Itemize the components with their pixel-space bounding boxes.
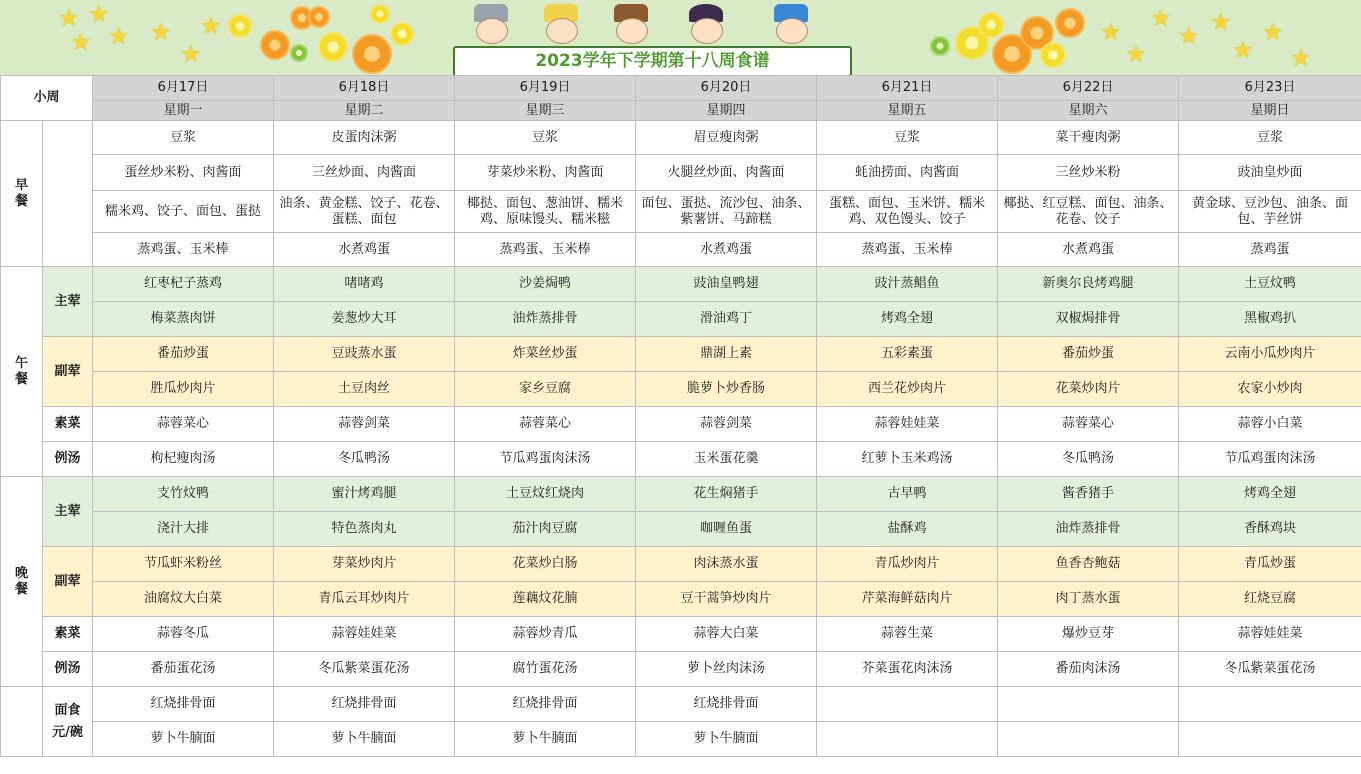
menu-cell: 油腐炆大白菜 [93,582,274,617]
orange-slice-icon [352,34,392,74]
menu-cell: 油条、黄金糕、饺子、花卷、蛋糕、面包 [274,191,455,233]
menu-cell: 三丝炒面、肉酱面 [274,155,455,191]
menu-cell: 番茄炒蛋 [998,337,1179,372]
menu-cell: 蒜蓉冬瓜 [93,617,274,652]
category-main-meat: 主荤 [43,477,93,547]
menu-cell: 蒜蓉娃娃菜 [817,407,998,442]
menu-cell: 豆浆 [455,121,636,155]
menu-cell: 油炸蒸排骨 [455,302,636,337]
menu-cell: 蒜蓉娃娃菜 [274,617,455,652]
menu-cell: 枸杞瘦肉汤 [93,442,274,477]
menu-cell: 眉豆瘦肉粥 [636,121,817,155]
meal-label-text: 午餐 [14,355,28,387]
meal-label-lunch [1,267,43,477]
menu-cell: 茄汁肉豆腐 [455,512,636,547]
menu-cell: 肉丁蒸水蛋 [998,582,1179,617]
menu-cell: 青瓜云耳炒肉片 [274,582,455,617]
menu-cell: 芽菜炒肉片 [274,547,455,582]
menu-cell: 特色蒸肉丸 [274,512,455,547]
menu-cell: 新奥尔良烤鸡腿 [998,267,1179,302]
menu-cell: 蒸鸡蛋 [1179,233,1361,267]
menu-cell: 面包、蛋挞、流沙包、油条、紫薯饼、马蹄糕 [636,191,817,233]
star-icon: ★ [1210,8,1232,36]
menu-cell: 三丝炒米粉 [998,155,1179,191]
meal-label-dinner [1,477,43,687]
day-date: 6月22日 [998,76,1179,101]
star-icon: ★ [108,22,130,50]
menu-cell: 节瓜鸡蛋肉沫汤 [1179,442,1361,477]
star-icon: ★ [1178,22,1200,50]
menu-cell: 胜瓜炒肉片 [93,372,274,407]
menu-cell: 红枣杞子蒸鸡 [93,267,274,302]
corner-label: 小周 [1,76,93,121]
menu-cell: 冬瓜鸭汤 [998,442,1179,477]
menu-cell: 蒜蓉菜心 [998,407,1179,442]
menu-cell: 水煮鸡蛋 [274,233,455,267]
category-soup: 例汤 [43,652,93,687]
menu-cell: 鱼香杏鲍菇 [998,547,1179,582]
menu-cell [817,722,998,757]
lemon-slice-icon [228,14,252,38]
menu-cell: 冬瓜紫菜蛋花汤 [274,652,455,687]
menu-cell: 香酥鸡块 [1179,512,1361,547]
menu-cell: 番茄肉沫汤 [998,652,1179,687]
menu-cell: 豆浆 [817,121,998,155]
menu-cell: 玉米蛋花羹 [636,442,817,477]
menu-cell: 支竹炆鸭 [93,477,274,512]
menu-cell: 古早鸭 [817,477,998,512]
menu-cell: 蒜蓉菜心 [93,407,274,442]
menu-cell: 芽菜炒米粉、肉酱面 [455,155,636,191]
menu-cell: 冬瓜紫菜蛋花汤 [1179,652,1361,687]
menu-cell: 蜜汁烤鸡腿 [274,477,455,512]
menu-cell: 浇汁大排 [93,512,274,547]
menu-cell: 烤鸡全翅 [1179,477,1361,512]
day-date: 6月21日 [817,76,998,101]
menu-cell: 萝卜牛腩面 [93,722,274,757]
menu-cell: 皮蛋肉沫粥 [274,121,455,155]
menu-cell: 农家小炒肉 [1179,372,1361,407]
menu-cell [817,687,998,722]
day-weekday: 星期六 [998,101,1179,121]
day-weekday: 星期日 [1179,101,1361,121]
menu-cell: 花生焖猪手 [636,477,817,512]
menu-cell: 豆豉蒸水蛋 [274,337,455,372]
orange-slice-icon [308,6,330,28]
lemon-slice-icon [978,12,1004,38]
menu-cell [1179,722,1361,757]
menu-cell: 黑椒鸡扒 [1179,302,1361,337]
header-banner [0,0,1361,75]
menu-cell: 豉汁蒸鲳鱼 [817,267,998,302]
star-icon: ★ [58,4,80,32]
menu-cell: 花菜炒白肠 [455,547,636,582]
menu-cell: 椰挞、面包、葱油饼、糯米鸡、原味馒头、糯米糍 [455,191,636,233]
menu-cell: 糯米鸡、饺子、面包、蛋挞 [93,191,274,233]
menu-cell: 青瓜炒蛋 [1179,547,1361,582]
day-date: 6月19日 [455,76,636,101]
breakfast-sub-blank [43,121,93,267]
menu-cell: 蒜蓉菜心 [455,407,636,442]
category-soup: 例汤 [43,442,93,477]
menu-cell: 油炸蒸排骨 [998,512,1179,547]
star-icon: ★ [1262,18,1284,46]
menu-cell: 姜葱炒大耳 [274,302,455,337]
star-icon: ★ [180,40,202,68]
menu-cell: 莲藕炆花腩 [455,582,636,617]
menu-cell: 双椒焗排骨 [998,302,1179,337]
page-title: 2023学年下学期第十八周食谱 [453,46,852,75]
menu-cell: 豆浆 [1179,121,1361,155]
star-icon: ★ [150,18,172,46]
kid-icon [685,4,727,44]
menu-cell: 红烧排骨面 [93,687,274,722]
menu-cell: 沙姜焗鸭 [455,267,636,302]
menu-cell: 豉油皇炒面 [1179,155,1361,191]
kid-icon [470,4,512,44]
menu-cell: 蒜蓉小白菜 [1179,407,1361,442]
menu-cell: 豆干蒿笋炒肉片 [636,582,817,617]
day-date: 6月20日 [636,76,817,101]
menu-cell: 滑油鸡丁 [636,302,817,337]
star-icon: ★ [1100,18,1122,46]
category-noodles: 面食元/碗 [43,687,93,757]
lemon-slice-icon [1040,42,1066,68]
day-weekday: 星期四 [636,101,817,121]
day-weekday: 星期三 [455,101,636,121]
menu-cell [1179,687,1361,722]
star-icon: ★ [1150,4,1172,32]
star-icon: ★ [200,12,222,40]
menu-cell: 西兰花炒肉片 [817,372,998,407]
menu-cell: 蒜蓉生菜 [817,617,998,652]
lemon-slice-icon [390,22,414,46]
menu-cell: 蚝油捞面、肉酱面 [817,155,998,191]
category-vegetable: 素菜 [43,617,93,652]
menu-cell: 芹菜海鲜菇肉片 [817,582,998,617]
menu-cell [998,687,1179,722]
menu-cell [998,722,1179,757]
menu-cell: 酱香猪手 [998,477,1179,512]
menu-cell: 啫啫鸡 [274,267,455,302]
menu-cell: 梅菜蒸肉饼 [93,302,274,337]
day-weekday: 星期二 [274,101,455,121]
menu-cell: 红烧排骨面 [455,687,636,722]
menu-cell: 脆萝卜炒香肠 [636,372,817,407]
menu-cell: 蒜蓉剑菜 [274,407,455,442]
menu-cell: 蒜蓉炒青瓜 [455,617,636,652]
orange-slice-icon [260,30,290,60]
star-icon: ★ [88,0,110,28]
cartoon-kids-illustration [470,4,840,44]
menu-cell: 土豆肉丝 [274,372,455,407]
kid-icon [610,4,652,44]
menu-cell: 番茄蛋花汤 [93,652,274,687]
menu-cell: 红萝卜玉米鸡汤 [817,442,998,477]
lime-slice-icon [930,36,950,56]
category-side-meat: 副荤 [43,547,93,617]
meal-label-text: 晚餐 [14,565,28,597]
weekly-menu-table [0,75,1361,757]
menu-cell: 萝卜牛腩面 [455,722,636,757]
lemon-slice-icon [370,4,390,24]
menu-cell: 菜干瘦肉粥 [998,121,1179,155]
category-vegetable: 素菜 [43,407,93,442]
menu-cell: 蛋丝炒米粉、肉酱面 [93,155,274,191]
menu-cell: 萝卜牛腩面 [636,722,817,757]
menu-cell: 萝卜丝肉沫汤 [636,652,817,687]
menu-cell: 冬瓜鸭汤 [274,442,455,477]
menu-cell: 家乡豆腐 [455,372,636,407]
menu-cell: 盐酥鸡 [817,512,998,547]
day-date: 6月23日 [1179,76,1361,101]
star-icon: ★ [1125,40,1147,68]
menu-cell: 芥菜蛋花肉沫汤 [817,652,998,687]
menu-cell: 土豆炆鸭 [1179,267,1361,302]
menu-cell: 红烧豆腐 [1179,582,1361,617]
menu-cell: 肉沫蒸水蛋 [636,547,817,582]
menu-cell: 水煮鸡蛋 [636,233,817,267]
menu-cell: 腐竹蛋花汤 [455,652,636,687]
menu-cell: 蒜蓉大白菜 [636,617,817,652]
lime-slice-icon [290,44,308,62]
lemon-slice-icon [318,32,348,62]
menu-cell: 爆炒豆芽 [998,617,1179,652]
menu-cell: 豉油皇鸭翅 [636,267,817,302]
star-icon: ★ [1232,36,1254,64]
kid-icon [540,4,582,44]
menu-cell: 烤鸡全翅 [817,302,998,337]
kid-icon [770,4,812,44]
menu-cell: 椰挞、红豆糕、面包、油条、花卷、饺子 [998,191,1179,233]
meal-label-text: 早餐 [14,177,28,209]
day-date: 6月18日 [274,76,455,101]
star-icon: ★ [1290,44,1312,72]
menu-cell: 炸菜丝炒蛋 [455,337,636,372]
menu-cell: 鼎湖上素 [636,337,817,372]
menu-cell: 蒸鸡蛋、玉米棒 [817,233,998,267]
menu-cell: 蒸鸡蛋、玉米棒 [455,233,636,267]
menu-cell: 节瓜虾米粉丝 [93,547,274,582]
day-weekday: 星期五 [817,101,998,121]
orange-slice-icon [1055,8,1085,38]
menu-cell: 花菜炒肉片 [998,372,1179,407]
menu-cell: 土豆炆红烧肉 [455,477,636,512]
menu-cell: 咖喱鱼蛋 [636,512,817,547]
menu-cell: 蒸鸡蛋、玉米棒 [93,233,274,267]
menu-cell: 蛋糕、面包、玉米饼、糯米鸡、双色馒头、饺子 [817,191,998,233]
category-main-meat: 主荤 [43,267,93,337]
menu-cell: 青瓜炒肉片 [817,547,998,582]
star-icon: ★ [70,28,92,56]
menu-cell: 番茄炒蛋 [93,337,274,372]
menu-cell: 黄金球、豆沙包、油条、面包、芋丝饼 [1179,191,1361,233]
menu-cell: 萝卜牛腩面 [274,722,455,757]
menu-cell: 节瓜鸡蛋肉沫汤 [455,442,636,477]
menu-cell: 豆浆 [93,121,274,155]
menu-cell: 蒜蓉剑菜 [636,407,817,442]
menu-cell: 红烧排骨面 [636,687,817,722]
menu-cell: 水煮鸡蛋 [998,233,1179,267]
day-weekday: 星期一 [93,101,274,121]
menu-cell: 蒜蓉娃娃菜 [1179,617,1361,652]
day-date: 6月17日 [93,76,274,101]
menu-cell: 红烧排骨面 [274,687,455,722]
menu-cell: 云南小瓜炒肉片 [1179,337,1361,372]
menu-cell: 五彩素蛋 [817,337,998,372]
noodle-meal-blank [1,687,43,757]
meal-label-breakfast [1,121,43,267]
category-side-meat: 副荤 [43,337,93,407]
menu-cell: 火腿丝炒面、肉酱面 [636,155,817,191]
